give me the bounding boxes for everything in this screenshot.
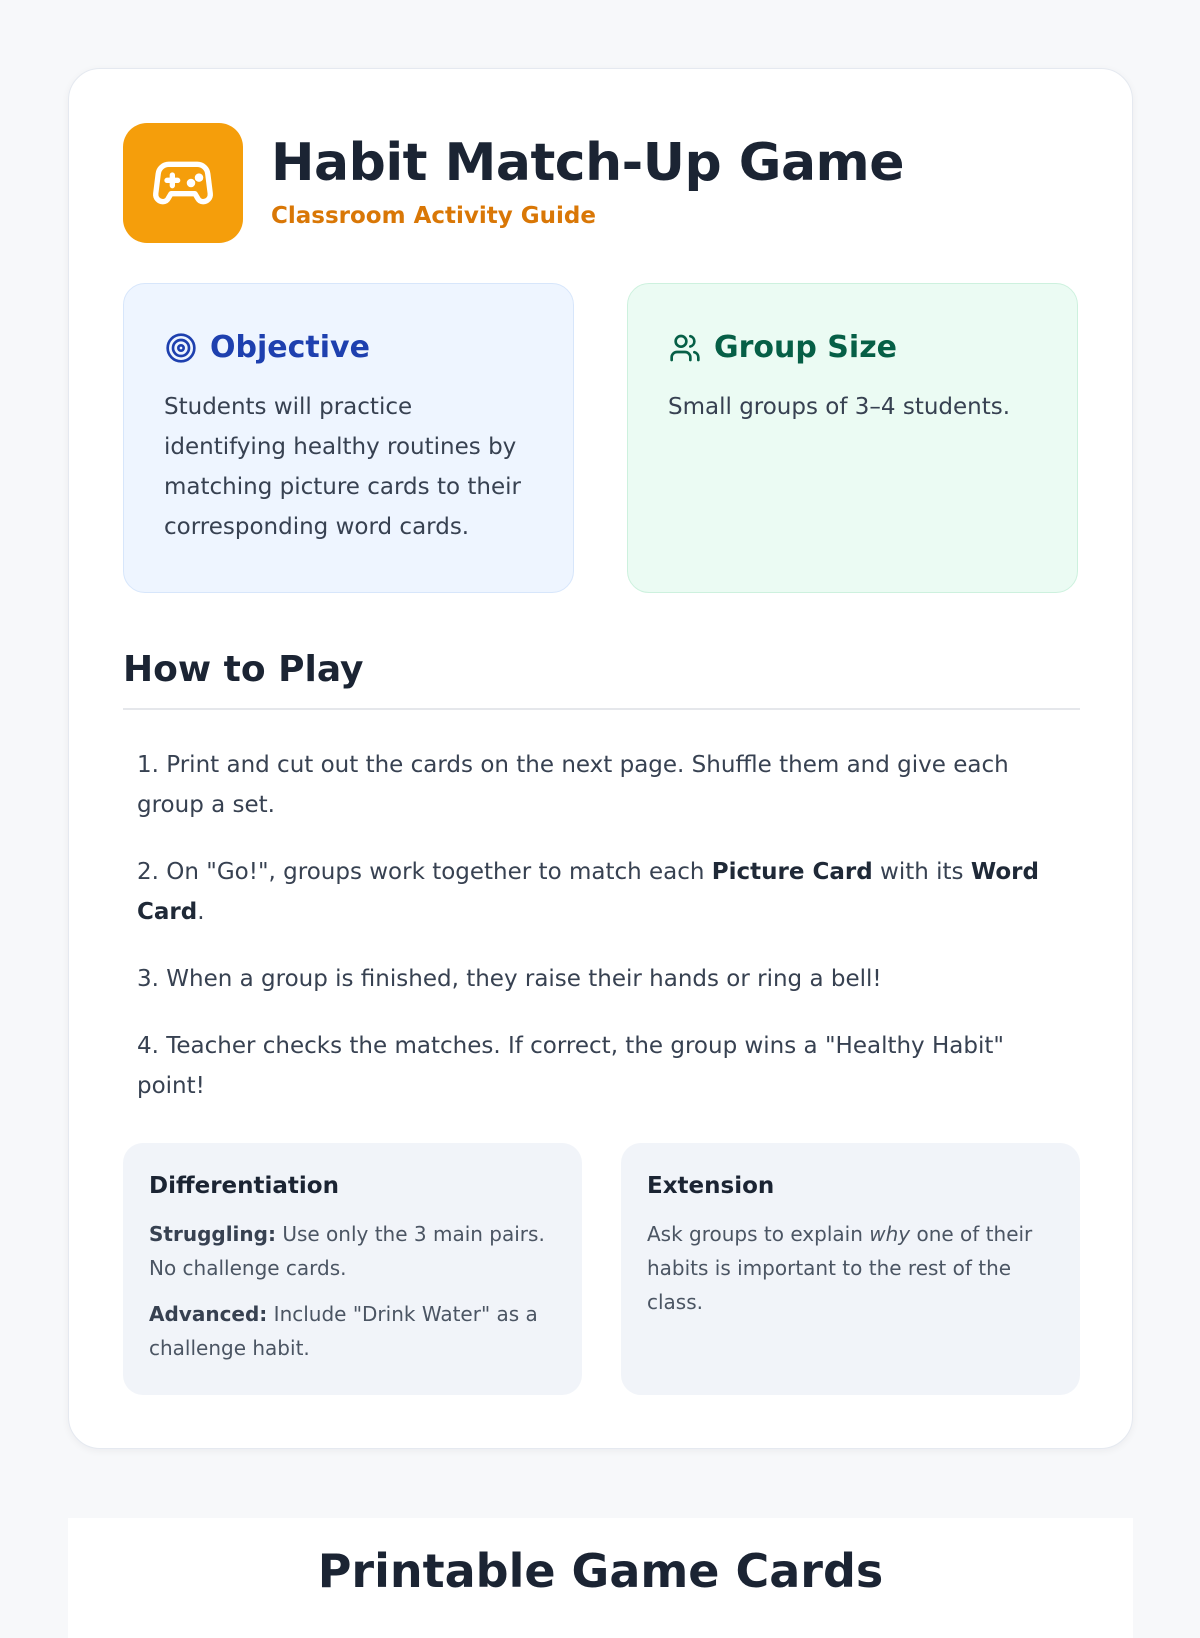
steps-list [137,745,1057,1133]
target-icon [164,331,198,365]
step-3: 3. When a group is finished, they raise their hands or ring a bell! [137,966,882,992]
users-icon [668,331,702,365]
differentiation-title: Differentiation [149,1173,339,1199]
page-subtitle: Classroom Activity Guide [271,203,596,229]
extension-box [621,1143,1080,1395]
objective-label: Objective [210,330,370,365]
group-size-label: Group Size [714,330,898,365]
objective-panel [123,283,574,593]
header [123,123,904,243]
extension-text: Ask groups to explain why one of their habits is important to the rest of the class. [647,1222,1033,1314]
step-2: 2. On "Go!", groups work together to match each Picture Card with its Word Card. [137,859,1039,925]
printable-cards-section [68,1518,1133,1638]
page-title: Habit Match-Up Game [271,133,905,193]
objective-text: Students will practice identifying healthy routines by matching picture cards to their corresponding word cards. [164,394,521,540]
step-4: 4. Teacher checks the matches. If correct, the group wins a "Healthy Habit" point! [137,1033,1004,1099]
advanced-note: Advanced: Include "Drink Water" as a challenge habit. [149,1302,538,1360]
struggling-note: Struggling: Use only the 3 main pairs. No challenge cards. [149,1222,545,1280]
group-size-text: Small groups of 3–4 students. [668,394,1011,420]
printable-cards-title: Printable Game Cards [317,1544,884,1598]
extension-title: Extension [647,1173,775,1199]
how-to-play-heading: How to Play [123,649,1080,710]
group-size-panel [627,283,1078,593]
gamepad-icon [123,123,243,243]
activity-guide-card [68,68,1133,1449]
differentiation-box [123,1143,582,1395]
step-1: 1. Print and cut out the cards on the next page. Shuffle them and give each group a set. [137,752,1009,818]
